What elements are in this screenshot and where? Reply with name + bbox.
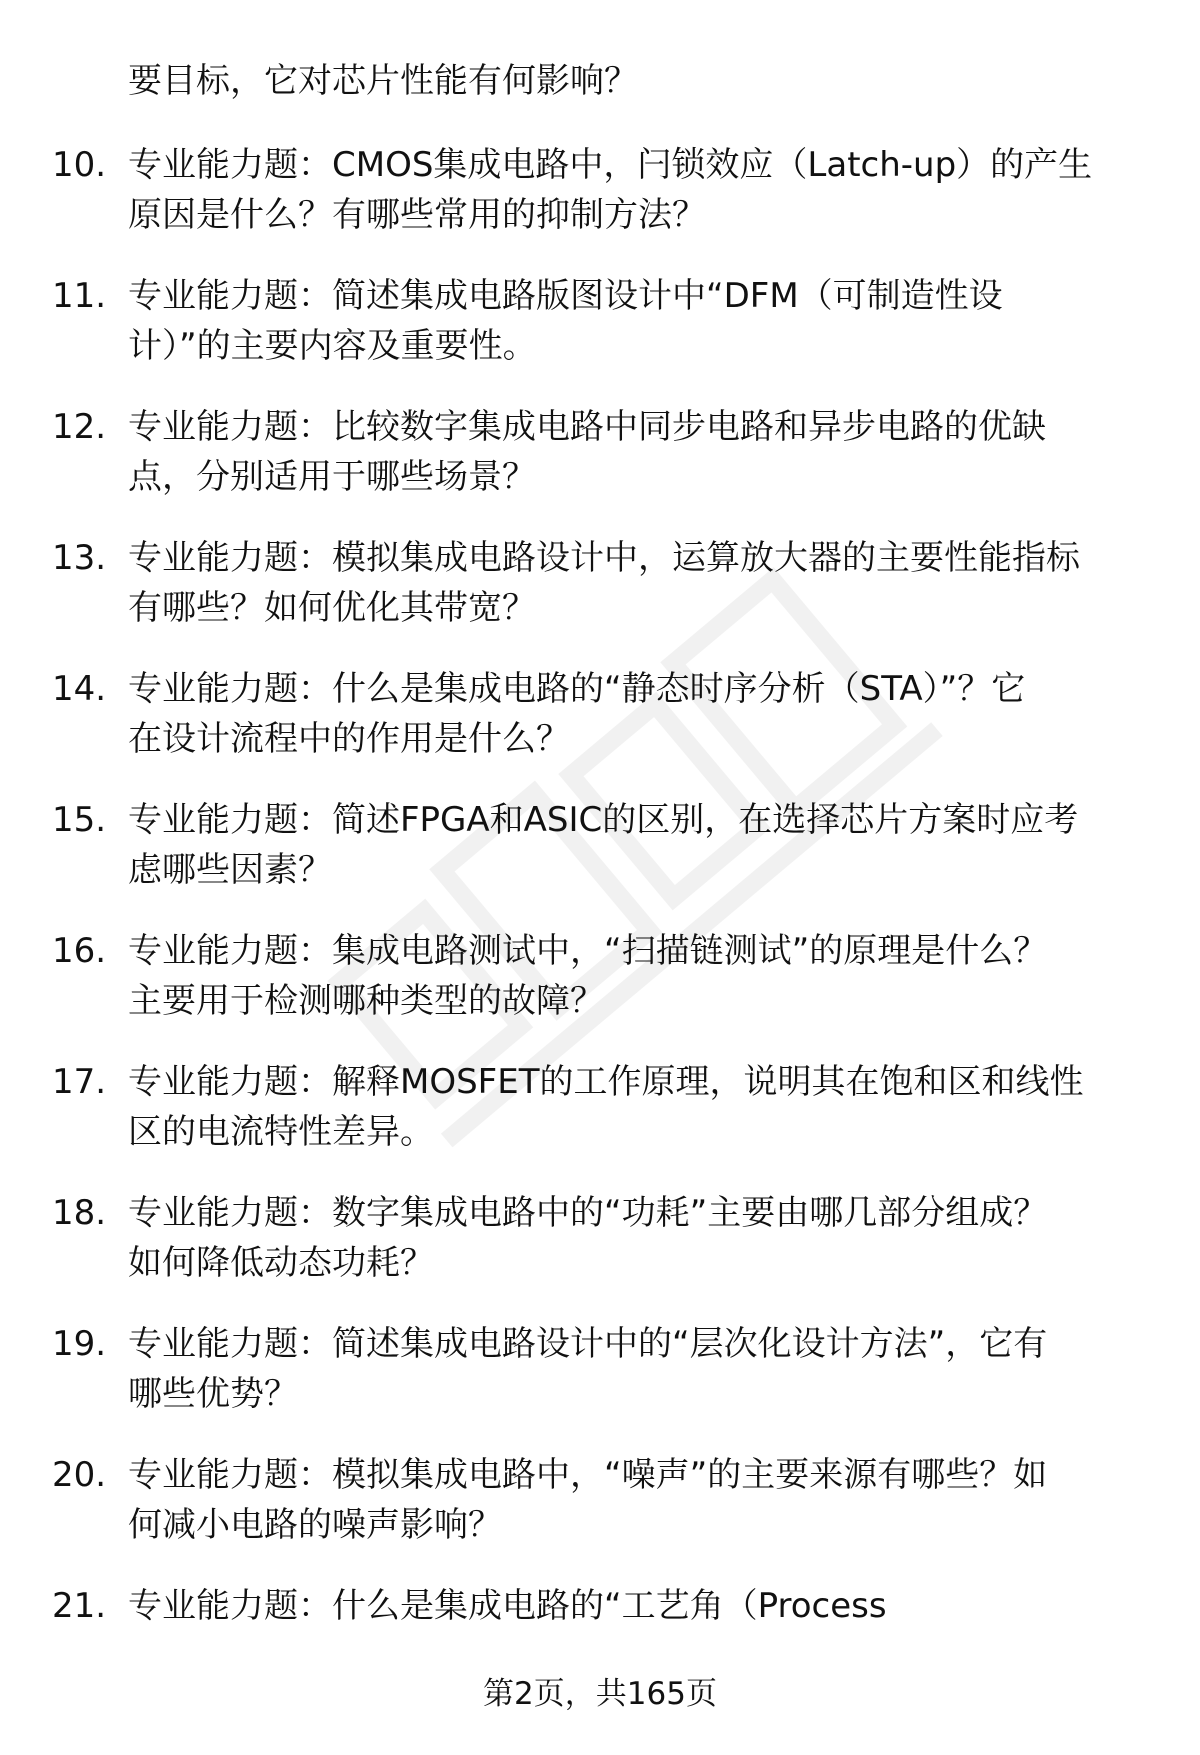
question-line: 专业能力题：比较数字集成电路中同步电路和异步电路的优缺 [128,407,1046,447]
question-text [128,271,1148,371]
question-line: 专业能力题：什么是集成电路的“工艺角（Process [128,1586,887,1626]
question-item [0,1057,1200,1188]
page-footer: 第2页，共165页 [483,1676,717,1712]
question-line: 在设计流程中的作用是什么？ [128,719,570,759]
question-line: 何减小电路的噪声影响？ [128,1505,502,1545]
question-line: 专业能力题：模拟集成电路中，“噪声”的主要来源有哪些？如 [128,1455,1048,1495]
question-number: 13. [52,538,107,578]
question-line: 专业能力题：集成电路测试中，“扫描链测试”的原理是什么？ [128,931,1048,971]
question-text [128,140,1148,240]
question-line: 区的电流特性差异。 [128,1112,434,1152]
question-text [128,664,1148,764]
question-item [0,1319,1200,1450]
question-number: 17. [52,1062,107,1102]
question-line: 专业能力题：CMOS集成电路中，闩锁效应（Latch-up）的产生 [128,145,1093,185]
question-item [0,402,1200,533]
question-number: 10. [52,145,107,185]
question-line: 哪些优势？ [128,1374,298,1414]
question-text [128,402,1148,502]
continuation-text: 要目标，它对芯片性能有何影响？ [128,61,638,101]
question-item [0,533,1200,664]
question-line: 专业能力题：模拟集成电路设计中，运算放大器的主要性能指标 [128,538,1080,578]
question-line: 主要用于检测哪种类型的故障？ [128,981,604,1021]
question-line: 原因是什么？有哪些常用的抑制方法？ [128,195,706,235]
question-line: 点，分别适用于哪些场景？ [128,457,536,497]
question-line: 专业能力题：简述集成电路版图设计中“DFM（可制造性设 [128,276,1003,316]
question-item [0,1450,1200,1581]
question-line: 专业能力题：什么是集成电路的“静态时序分析（STA）”？它 [128,669,1026,709]
question-number: 18. [52,1193,107,1233]
question-line: 有哪些？如何优化其带宽？ [128,588,536,628]
question-number: 15. [52,800,107,840]
question-line: 专业能力题：简述集成电路设计中的“层次化设计方法”，它有 [128,1324,1048,1364]
question-line: 虑哪些因素？ [128,850,332,890]
question-text [128,1581,1148,1631]
question-item [0,1188,1200,1319]
question-line: 如何降低动态功耗？ [128,1243,434,1283]
question-text [128,533,1148,633]
question-line: 专业能力题：数字集成电路中的“功耗”主要由哪几部分组成？ [128,1193,1048,1233]
question-item [0,271,1200,402]
question-text [128,795,1148,895]
question-number: 19. [52,1324,107,1364]
question-text [128,1319,1148,1419]
question-line: 专业能力题：解释MOSFET的工作原理，说明其在饱和区和线性 [128,1062,1084,1102]
question-text [128,926,1148,1026]
question-list [0,140,1200,1712]
question-number: 20. [52,1455,107,1495]
question-item [0,795,1200,926]
question-item [0,140,1200,271]
question-number: 14. [52,669,107,709]
question-line: 专业能力题：简述FPGA和ASIC的区别，在选择芯片方案时应考 [128,800,1079,840]
question-item [0,926,1200,1057]
question-item [0,664,1200,795]
question-text [128,1188,1148,1288]
question-line: 计）”的主要内容及重要性。 [128,326,537,366]
question-number: 11. [52,276,107,316]
question-number: 12. [52,407,107,447]
question-number: 21. [52,1586,107,1626]
question-number: 16. [52,931,107,971]
question-text [128,1450,1148,1550]
question-text [128,1057,1148,1157]
